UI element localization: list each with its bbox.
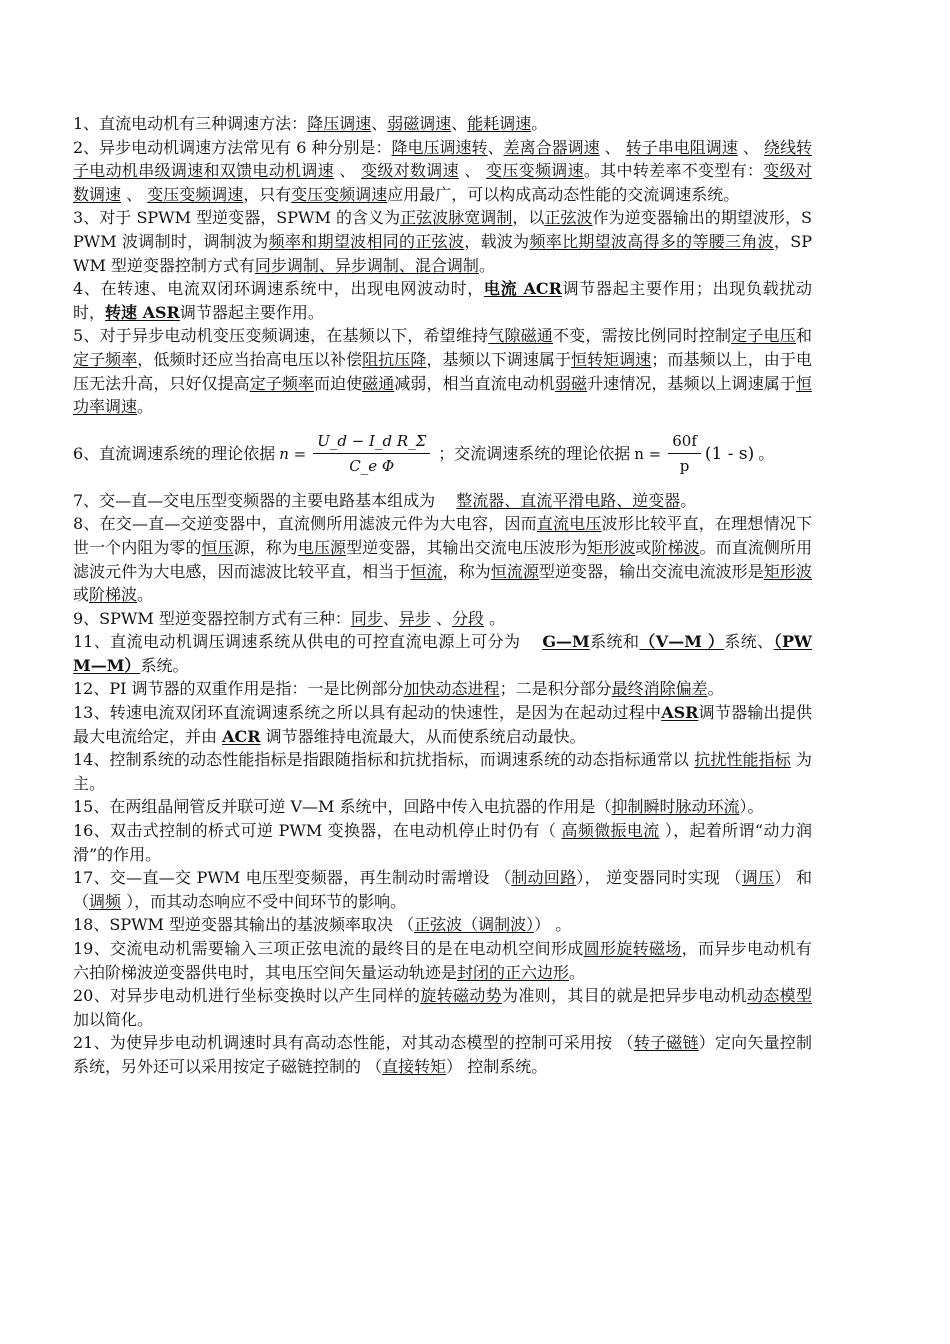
ac-formula-fraction: [668, 431, 701, 476]
q15-end: ）。: [739, 797, 764, 817]
q20-end: 加以简化。: [73, 1009, 154, 1029]
q14-answer-1: 抗扰性能指标: [694, 750, 791, 770]
question-15: [73, 795, 812, 819]
sep: 、: [458, 161, 487, 181]
q5-text: 和: [795, 326, 812, 346]
q11-end: 系统。: [140, 655, 189, 675]
q4-text: 调节器起主要作用；出现负载扰动时，: [73, 279, 812, 322]
q9-end: 。: [483, 608, 506, 628]
q8-answer-7: 恒流源: [490, 561, 539, 581]
q2-answer-3: 转子串电阻调速: [625, 137, 738, 157]
question-5: [73, 324, 812, 418]
ac-formula-rhs: (1 - s): [704, 443, 755, 464]
q17-text: ） 和 （: [73, 868, 812, 911]
q17-end: ），而其动态响应不受中间环节的影响。: [121, 891, 407, 911]
q8-answer-3: 电压源: [297, 537, 347, 557]
dc-formula-numerator: U_d − I_d R_Σ: [313, 431, 430, 454]
q5-answer-7: 磁通: [362, 373, 395, 393]
q3-answer-2: 正弦波: [544, 208, 593, 228]
q15-text: 15、在两组晶闸管反并联可逆 V—M 系统中，回路中传入电抗器的作用是（: [73, 797, 612, 817]
q3-text: 3、对于 SPWM 型逆变器，SPWM 的含义为: [73, 208, 401, 228]
sep: 、: [599, 137, 626, 157]
q3-text: ，以: [512, 208, 545, 228]
question-2: [73, 136, 812, 207]
question-14: [73, 748, 812, 795]
q8-answer-5: 阶梯波: [651, 537, 700, 557]
q5-answer-1: 气隙磁通: [488, 326, 554, 346]
q5-text: ，基频以下调速属于: [426, 349, 572, 369]
q5-answer-6: 定子频率: [249, 373, 314, 393]
q4-answer-2: 转速 ASR: [105, 302, 180, 322]
q13-answer-1: ASR: [661, 703, 699, 723]
q2-answer-6: 变压变频调速: [486, 161, 584, 181]
q19-answer-1: 圆形旋转磁场: [583, 939, 682, 958]
q17-answer-1: 制动回路: [511, 868, 577, 888]
q8-answer-8: 矩形波: [763, 561, 812, 581]
q7-answer-1: 整流器、直流平滑电路、逆变器: [456, 490, 681, 510]
question-18: [73, 913, 812, 937]
q19-text: ，而异步电动机有六拍阶梯波逆变器供电时，其电压空间矢量运动轨迹是: [73, 939, 812, 982]
q12-answer-1: 加快动态进程: [403, 679, 500, 699]
q14-text: 14、控制系统的动态性能指标是指跟随指标和抗扰指标，而调速系统的动态指标通常以: [73, 750, 695, 770]
question-4: [73, 277, 812, 324]
q18-end: ） 。: [534, 915, 572, 935]
q2-answer-2: 差离合器调速: [503, 137, 600, 157]
q5-text: 5、对于异步电动机变压变频调速，在基频以下，希望维持: [73, 326, 489, 346]
q3-text: ，SPWM 型逆变器控制方式有: [73, 231, 812, 275]
q8-end: 。: [137, 585, 154, 605]
sep: 、: [451, 114, 468, 133]
q2-answer-7: 变级对数调速: [73, 161, 812, 204]
q11-text: 系统、: [724, 632, 774, 652]
q13-text: 13、转速电流双闭环直流调速系统之所以具有起动的快速性，是因为在起动过程中: [73, 703, 662, 723]
dc-formula-lhs: n =: [279, 444, 307, 463]
q16-answer-1: 高频微振电流: [561, 821, 660, 841]
q8-text: 源，称为: [233, 537, 298, 557]
question-12: [73, 677, 812, 701]
question-3: [73, 206, 812, 277]
q20-answer-1: 旋转磁动势: [420, 986, 502, 1006]
dc-formula: [279, 431, 434, 476]
q4-end: 调节器起主要作用。: [179, 302, 324, 322]
q2-text-mid: 。其中转差率不变型有：: [583, 161, 764, 181]
q5-answer-8: 弱磁: [554, 373, 588, 393]
q12-answer-2: 最终消除偏差: [611, 679, 708, 699]
question-7: [73, 489, 812, 513]
q16-end: ），起着所谓“动力润滑”的作用。: [73, 821, 812, 864]
question-19: [73, 937, 812, 984]
sep: 、: [382, 608, 399, 628]
q21-answer-1: 转子磁链: [633, 1033, 699, 1053]
q2-answer-4: 绕线转子电动机串级调速和双馈电动机调速: [73, 137, 812, 181]
q12-text: ；二是积分部分: [499, 679, 612, 699]
q8-text: 型逆变器，其输出交流电压波形为: [346, 537, 588, 557]
q4-text: 4、在转速、电流双闭环调速系统中，出现电网波动时，: [73, 279, 484, 299]
q5-answer-2: 定子电压: [731, 326, 796, 346]
q21-text: 21、为使异步电动机调速时具有高动态性能，对其动态模型的控制可采用按 （: [73, 1033, 634, 1053]
q20-text: 为准则，其目的就是把异步电动机: [502, 986, 747, 1006]
q9-answer-1: 同步: [350, 608, 383, 628]
question-6: [73, 423, 812, 485]
q17-answer-3: 调频: [89, 891, 122, 911]
q6-text: ；交流调速系统的理论依据: [438, 443, 631, 463]
q2-answer-1: 降电压调速转: [391, 137, 488, 157]
sep: 、: [121, 184, 148, 204]
q5-answer-9: 恒功率调速: [73, 373, 812, 417]
q8-text: 波形比较平直，在理想情况下世一个内阻为零的: [73, 514, 812, 557]
q20-text: 20、对异步电动机进行坐标变换时以产生同样的: [73, 986, 421, 1006]
q1-end: 。: [531, 114, 548, 133]
q13-text: 调节器输出提供最大电流给定，并由: [73, 703, 812, 746]
sep: 、: [371, 114, 388, 133]
q8-answer-1: 直流电压: [536, 514, 602, 534]
q2-text: 2、异步电动机调速方法常见有 6 种分别是：: [73, 137, 392, 157]
q19-answer-2: 封闭的正六边形: [457, 962, 570, 982]
q5-text: 而迫使: [313, 373, 363, 393]
q15-answer-1: 抑制瞬时脉动环流: [611, 797, 740, 817]
q5-text: 减弱，相当直流电动机: [394, 373, 555, 393]
q19-text: 19、交流电动机需要输入三项正弦电流的最终目的是在电动机空间形成: [73, 939, 584, 958]
q3-answer-1: 正弦波脉宽调制: [400, 208, 513, 228]
q6-end: 。: [758, 443, 775, 463]
q18-answer-1: 正弦波（调制波）: [414, 915, 535, 935]
q4-answer-1: 电流 ACR: [483, 279, 562, 299]
q13-end: 调节器维持电流最大，从而使系统启动最快。: [260, 726, 586, 746]
sep: 、: [487, 137, 504, 157]
q13-answer-2: ACR: [222, 726, 261, 746]
q21-text: ）定向矢量控制系统，另外还可以采用按定子磁链控制的 （: [73, 1033, 812, 1076]
q2-answer-5: 变级对数调速: [361, 161, 459, 181]
dc-formula-denominator: C_e Φ: [349, 457, 395, 476]
q8-answer-4: 矩形波: [587, 537, 636, 557]
q1-answer-2: 弱磁调速: [387, 114, 452, 133]
ac-formula-denominator: p: [679, 457, 690, 476]
q8-answer-9: 阶梯波: [89, 585, 138, 605]
q5-answer-3: 定子频率: [73, 349, 138, 369]
q2-end: 应用最广，可以构成高动态性能的交流调速系统。: [387, 184, 740, 204]
ac-formula-numerator: 60f: [668, 431, 701, 454]
q1-text: 1、直流电动机有三种调速方法：: [73, 114, 308, 133]
ac-formula-lhs: n =: [634, 444, 662, 463]
q9-text: 9、SPWM 型逆变器控制方式有三种：: [73, 608, 351, 628]
question-20: [73, 984, 812, 1031]
q3-text: 作为逆变器输出的期望波形，SPWM 波调制时，调制波为: [73, 208, 812, 251]
q5-answer-5: 恒转矩调速: [571, 349, 652, 369]
q8-text: 型逆变器，输出交流电流波形是: [538, 561, 764, 581]
q8-answer-6: 恒流: [410, 561, 443, 581]
q5-text: 不变，需按比例同时控制: [553, 326, 732, 346]
q8-text: 或: [635, 537, 652, 557]
q11-text: 系统和: [589, 632, 640, 652]
question-9: [73, 607, 812, 631]
q7-text: 7、交—直—交电压型变频器的主要电路基本组成为: [73, 490, 457, 510]
q5-text: ；而基频以上，由于电压无法升高，只好仅提高: [73, 349, 812, 393]
q12-text: 12、PI 调节器的双重作用是指：一是比例部分: [73, 679, 404, 699]
question-1: [73, 112, 812, 136]
q8-answer-2: 恒压: [201, 537, 234, 557]
q2-text-mid2: ，只有: [243, 184, 292, 204]
question-11: [73, 630, 812, 677]
q21-end: ） 控制系统。: [446, 1056, 548, 1076]
q1-answer-3: 能耗调速: [467, 114, 532, 133]
q1-answer-1: 降压调速: [307, 114, 372, 133]
sep: 、: [430, 608, 452, 628]
q8-text: ，称为: [442, 561, 491, 581]
q12-end: 。: [707, 679, 724, 699]
q3-text: ，载波为: [464, 231, 530, 251]
q3-answer-3: 频率和期望波相同的正弦波: [268, 231, 465, 251]
q5-answer-4: 阻抗压降: [362, 349, 427, 369]
q2-answer-9: 变压变频调速: [291, 184, 388, 204]
q8-text: 或: [73, 585, 90, 605]
question-13: [73, 701, 812, 748]
q17-text: ）， 逆变器同时实现 （: [576, 868, 742, 888]
q14-end: 为主。: [73, 750, 812, 793]
q5-text: ，低频时还应当抬高电压以补偿: [137, 349, 363, 369]
q11-answer-2: （V—M ）: [639, 632, 725, 652]
q9-answer-3: 分段: [451, 608, 484, 628]
question-8: [73, 512, 812, 606]
q18-text: 18、SPWM 型逆变器其输出的基波频率取决 （: [73, 915, 415, 935]
q11-text: 11、直流电动机调压调速系统从供电的可控直流电源上可分为: [73, 632, 543, 652]
q6-text: 6、直流调速系统的理论依据: [73, 443, 276, 463]
q8-text: 。而直流侧所用滤波元件为大电感，因而滤波比较平直，相当于: [73, 537, 812, 581]
q3-end: 。: [478, 255, 495, 275]
q3-answer-4: 频率比期望波高得多的等腰三角波: [529, 231, 774, 251]
q21-answer-2: 直接转矩: [382, 1056, 447, 1076]
question-21: [73, 1031, 812, 1078]
dc-formula-fraction: [313, 431, 430, 476]
q9-answer-2: 异步: [398, 608, 431, 628]
q17-text: 17、交—直—交 PWM 电压型变频器，再生制动时需增设 （: [73, 868, 512, 888]
ac-formula: [634, 431, 754, 476]
q8-text: 8、在交—直—交逆变器中，直流侧所用滤波元件为大电容，因而: [73, 514, 537, 534]
question-17: [73, 866, 812, 913]
q7-end: 。: [680, 490, 697, 510]
q5-end: 。: [137, 397, 154, 417]
q16-text: 16、双击式控制的桥式可逆 PWM 变换器，在电动机停止时仍有（: [73, 821, 562, 841]
q11-answer-3: （PWM—M）: [73, 632, 812, 675]
question-16: [73, 819, 812, 866]
q17-answer-2: 调压: [741, 868, 775, 888]
q20-answer-2: 动态模型: [746, 986, 812, 1006]
q3-answer-5: 同步调制、异步调制、混合调制: [254, 255, 479, 275]
q11-answer-1: G—M: [542, 632, 590, 652]
sep: 、: [333, 161, 362, 181]
sep: 、: [737, 137, 764, 157]
q5-text: 升速情况，基频以上调速属于: [587, 373, 796, 393]
q2-answer-8: 变压变频调速: [147, 184, 244, 204]
q19-end: 。: [569, 962, 586, 982]
